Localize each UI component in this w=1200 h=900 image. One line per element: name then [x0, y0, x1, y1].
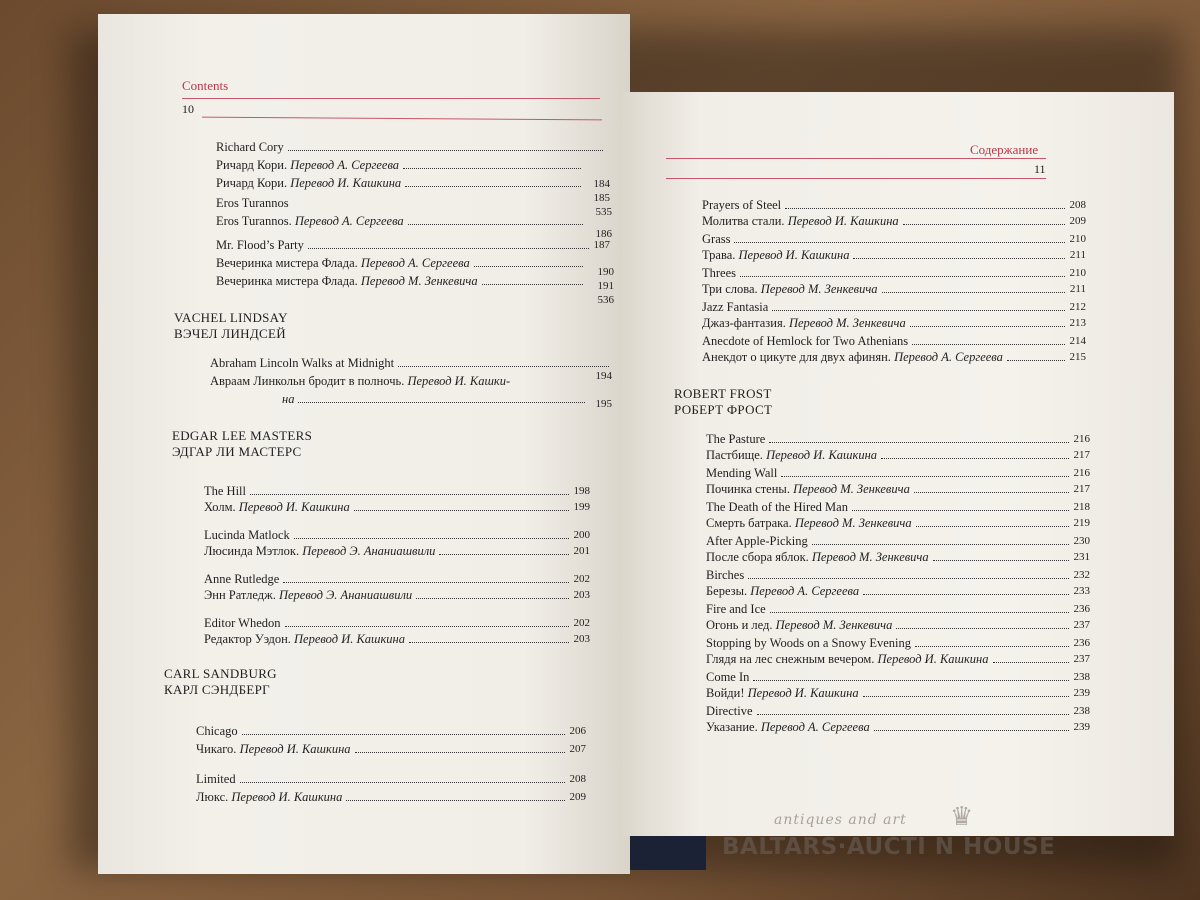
toc-entry	[706, 684, 1090, 700]
page-ref: 215	[1069, 351, 1086, 363]
toc-entry	[204, 630, 590, 646]
entry-title: Войди!	[706, 686, 748, 700]
toc-entry	[702, 298, 1086, 314]
page-ref: 198	[573, 485, 590, 497]
page-ref: 195	[595, 398, 612, 410]
page-ref: 216	[1073, 467, 1090, 479]
page-ref: 236	[1073, 637, 1090, 649]
entry-translator: Перевод А. Сергеева	[760, 720, 870, 734]
toc-entry	[204, 570, 590, 586]
entry-title: Починка стены.	[706, 482, 794, 496]
author-name-ru: ВЭЧЕЛ ЛИНДСЕЙ	[174, 326, 286, 341]
entry-title: After Apple-Picking	[706, 534, 808, 548]
page-ref: 219	[1073, 517, 1090, 529]
author-name-en: ROBERT FROST	[674, 386, 772, 401]
entry-title: Пастбище.	[706, 448, 767, 462]
page-ref: 210	[1069, 267, 1086, 279]
entry-translator: Перевод И. Кашкина	[787, 214, 899, 228]
author-name-en: EDGAR LEE MASTERS	[172, 428, 313, 443]
page-ref: 212	[1069, 301, 1086, 313]
page-ref: 536	[597, 294, 614, 306]
toc-entry	[706, 430, 1090, 446]
page-ref: 211	[1069, 249, 1086, 261]
entry-title: Ричард Кори.	[216, 176, 291, 190]
entry-translator: Перевод И. Кашкина	[239, 742, 351, 756]
entry-title: Анекдот о цикуте для двух афинян.	[702, 350, 895, 364]
toc-entry	[706, 548, 1090, 564]
author-name-ru: ЭДГАР ЛИ МАСТЕРС	[172, 444, 302, 459]
toc-entry	[216, 138, 606, 154]
page-ref: 185	[593, 192, 610, 204]
entry-translator: Перевод Э. Ананиашвили	[302, 544, 436, 558]
page-ref: 187	[593, 239, 610, 251]
page-ref: 191	[597, 280, 614, 292]
header-rule	[666, 158, 1046, 159]
entry-translator: Перевод И. Кашкина	[231, 790, 343, 804]
entry-title: Чикаго.	[196, 742, 240, 756]
entry-translator: Перевод А. Сергеева	[750, 584, 860, 598]
page-ref: 208	[569, 773, 586, 785]
entry-translator: Перевод А. Сергеева	[894, 350, 1003, 364]
entry-translator: Перевод М. Зенкевича	[794, 516, 912, 530]
toc-entry	[216, 174, 584, 190]
page-ref: 184	[593, 178, 610, 190]
entry-translator: Перевод И. Кашкина	[738, 248, 850, 262]
entry-title: Джаз-фантазия.	[702, 316, 789, 330]
entry-translator: Перевод И. Кашкина	[747, 686, 859, 700]
toc-entry	[706, 582, 1090, 598]
toc-entry	[702, 212, 1086, 228]
toc-entry-continued	[282, 390, 588, 406]
toc-entry	[702, 332, 1086, 348]
toc-entry	[706, 532, 1090, 548]
entry-title: The Pasture	[706, 432, 766, 446]
author-name-en: CARL SANDBURG	[164, 666, 277, 681]
entry-title: После сбора яблок.	[706, 550, 812, 564]
author-name-ru: РОБЕРТ ФРОСТ	[674, 402, 773, 417]
page-ref: 190	[597, 266, 614, 278]
toc-entry	[702, 348, 1086, 364]
toc-entry	[204, 586, 590, 602]
entry-title: Березы.	[706, 584, 751, 598]
toc-entry	[706, 616, 1090, 632]
entry-title: Вечеринка мистера Флада.	[216, 274, 361, 288]
toc-entry	[706, 650, 1090, 666]
entry-title: Редактор Уэдон.	[204, 632, 295, 646]
entry-title: The Hill	[204, 484, 247, 498]
page-ref: 203	[573, 589, 590, 601]
page-ref: 213	[1069, 317, 1086, 329]
entry-title: Три слова.	[702, 282, 761, 296]
entry-title: Limited	[196, 772, 236, 786]
right-page	[622, 92, 1174, 836]
page-ref: 203	[573, 633, 590, 645]
entry-translator: Перевод М. Зенкевича	[793, 482, 910, 496]
page-ref: 202	[573, 617, 590, 629]
entry-title: Directive	[706, 704, 753, 718]
toc-entry	[702, 264, 1086, 280]
entry-title: Mr. Flood’s Party	[216, 238, 304, 252]
entry-translator: Перевод А. Сергеева	[294, 214, 404, 228]
entry-translator: Перевод И. Кашкина	[238, 500, 350, 514]
toc-entry	[204, 526, 590, 542]
toc-entry	[216, 194, 576, 210]
entry-translator: Перевод Э. Ананиашвили	[278, 588, 413, 602]
toc-entry	[196, 770, 586, 786]
entry-title: Люкс.	[196, 790, 232, 804]
toc-entry	[204, 482, 590, 498]
toc-entry	[706, 464, 1090, 480]
toc-entry	[702, 314, 1086, 330]
entry-title: Chicago	[196, 724, 238, 738]
toc-entry	[216, 272, 586, 288]
entry-title: Указание.	[706, 720, 761, 734]
toc-entry	[702, 230, 1086, 246]
toc-entry	[706, 480, 1090, 496]
page-ref: 238	[1073, 705, 1090, 717]
entry-translator: Перевод М. Зенкевича	[788, 316, 906, 330]
page-ref: 206	[569, 725, 586, 737]
toc-entry	[196, 740, 586, 756]
toc-entry	[196, 722, 586, 738]
page-ref: 218	[1073, 501, 1090, 513]
entry-title: Eros Turannos.	[216, 214, 295, 228]
header-rule	[182, 98, 600, 99]
entry-title: Threes	[702, 266, 737, 280]
toc-entry	[702, 280, 1086, 296]
header-rule	[666, 178, 1046, 179]
page-ref: 237	[1073, 619, 1090, 631]
entry-translator: Перевод М. Зенкевича	[760, 282, 878, 296]
entry-title: Eros Turannos	[216, 196, 289, 210]
entry-title: Birches	[706, 568, 745, 582]
toc-entry	[204, 542, 590, 558]
left-page	[98, 14, 630, 874]
page-ref: 208	[1069, 199, 1086, 211]
toc-entry	[210, 372, 588, 388]
entry-title: Вечеринка мистера Флада.	[216, 256, 361, 270]
entry-title: Come In	[706, 670, 750, 684]
page-ref: 239	[1073, 721, 1090, 733]
entry-translator: Перевод И. Кашкина	[877, 652, 989, 666]
running-header: Содержание	[970, 142, 1039, 157]
entry-title: Stopping by Woods on a Snowy Evening	[706, 636, 912, 650]
entry-title: Холм.	[204, 500, 239, 514]
page-ref: 232	[1073, 569, 1090, 581]
toc-entry	[210, 354, 612, 370]
toc-entry	[706, 498, 1090, 514]
watermark-tagline: antiques and art	[774, 812, 907, 828]
page-ref: 194	[595, 370, 612, 382]
toc-entry	[204, 498, 590, 514]
entry-title: Editor Whedon	[204, 616, 281, 630]
toc-entry	[706, 514, 1090, 530]
page-ref: 217	[1073, 483, 1090, 495]
entry-title: Трава.	[702, 248, 739, 262]
toc-entry	[204, 614, 590, 630]
entry-title: Lucinda Matlock	[204, 528, 290, 542]
toc-entry	[702, 196, 1086, 212]
entry-title: Mending Wall	[706, 466, 778, 480]
author-name-ru: КАРЛ СЭНДБЕРГ	[164, 682, 270, 697]
entry-translator-cont: на	[282, 392, 295, 406]
entry-title: Огонь и лед.	[706, 618, 776, 632]
entry-translator: Перевод А. Сергеева	[360, 256, 470, 270]
entry-title: The Death of the Hired Man	[706, 500, 848, 514]
toc-entry	[706, 600, 1090, 616]
entry-translator: Перевод И. Кашки-	[407, 374, 511, 388]
page-ref: 238	[1073, 671, 1090, 683]
entry-title: Авраам Линкольн бродит в полночь.	[210, 374, 408, 388]
page-ref: 230	[1073, 535, 1090, 547]
toc-entry	[706, 718, 1090, 734]
crown-icon: ♛	[950, 802, 974, 831]
entry-translator: Перевод И. Кашкина	[766, 448, 878, 462]
entry-title: Prayers of Steel	[702, 198, 782, 212]
toc-entry	[196, 788, 586, 804]
page-ref: 211	[1069, 283, 1086, 295]
toc-entry	[702, 246, 1086, 262]
page-ref: 239	[1073, 687, 1090, 699]
page-number: 11	[1034, 162, 1046, 176]
author-name-en: VACHEL LINDSAY	[174, 310, 288, 325]
page-ref: 209	[569, 791, 586, 803]
toc-entry	[706, 668, 1090, 684]
entry-title: Jazz Fantasia	[702, 300, 769, 314]
toc-entry	[706, 566, 1090, 582]
entry-title: Энн Ратледж.	[204, 588, 279, 602]
entry-title: Глядя на лес снежным вечером.	[706, 652, 878, 666]
entry-title: Grass	[702, 232, 731, 246]
entry-title: Anne Rutledge	[204, 572, 280, 586]
page-ref: 231	[1073, 551, 1090, 563]
entry-title: Смерть батрака.	[706, 516, 795, 530]
toc-entry	[216, 212, 586, 228]
page-ref: 216	[1073, 433, 1090, 445]
entry-title: Ричард Кори.	[216, 158, 291, 172]
entry-title: Abraham Lincoln Walks at Midnight	[210, 356, 395, 370]
page-ref: 186	[595, 228, 612, 240]
page-ref: 535	[595, 206, 612, 218]
running-header: Contents	[182, 78, 229, 93]
toc-entry	[706, 634, 1090, 650]
toc-entry	[706, 446, 1090, 462]
watermark-brand: BALTARS·AUCTI N HOUSE	[722, 834, 1056, 860]
toc-entry	[216, 254, 586, 270]
entry-translator: Перевод И. Кашкина	[290, 176, 402, 190]
page-ref: 210	[1069, 233, 1086, 245]
entry-translator: Перевод И. Кашкина	[294, 632, 406, 646]
page-number: 10	[182, 102, 194, 116]
entry-title: Люсинда Мэтлок.	[204, 544, 303, 558]
entry-translator: Перевод М. Зенкевича	[775, 618, 893, 632]
entry-translator: Перевод М. Зенкевича	[360, 274, 478, 288]
toc-entry	[216, 156, 584, 172]
entry-translator: Перевод А. Сергеева	[290, 158, 400, 172]
toc-entry	[216, 236, 610, 252]
page-ref: 207	[569, 743, 586, 755]
page-ref: 237	[1073, 653, 1090, 665]
page-ref: 209	[1069, 215, 1086, 227]
page-ref: 236	[1073, 603, 1090, 615]
page-ref: 214	[1069, 335, 1086, 347]
page-ref: 202	[573, 573, 590, 585]
entry-title: Fire and Ice	[706, 602, 766, 616]
page-ref: 201	[573, 545, 590, 557]
page-ref: 233	[1073, 585, 1090, 597]
entry-title: Richard Cory	[216, 140, 284, 154]
entry-title: Anecdote of Hemlock for Two Athenians	[702, 334, 909, 348]
page-ref: 217	[1073, 449, 1090, 461]
page-ref: 200	[573, 529, 590, 541]
header-rule	[202, 117, 602, 121]
toc-entry	[706, 702, 1090, 718]
entry-translator: Перевод М. Зенкевича	[811, 550, 929, 564]
entry-title: Молитва стали.	[702, 214, 788, 228]
page-ref: 199	[573, 501, 590, 513]
